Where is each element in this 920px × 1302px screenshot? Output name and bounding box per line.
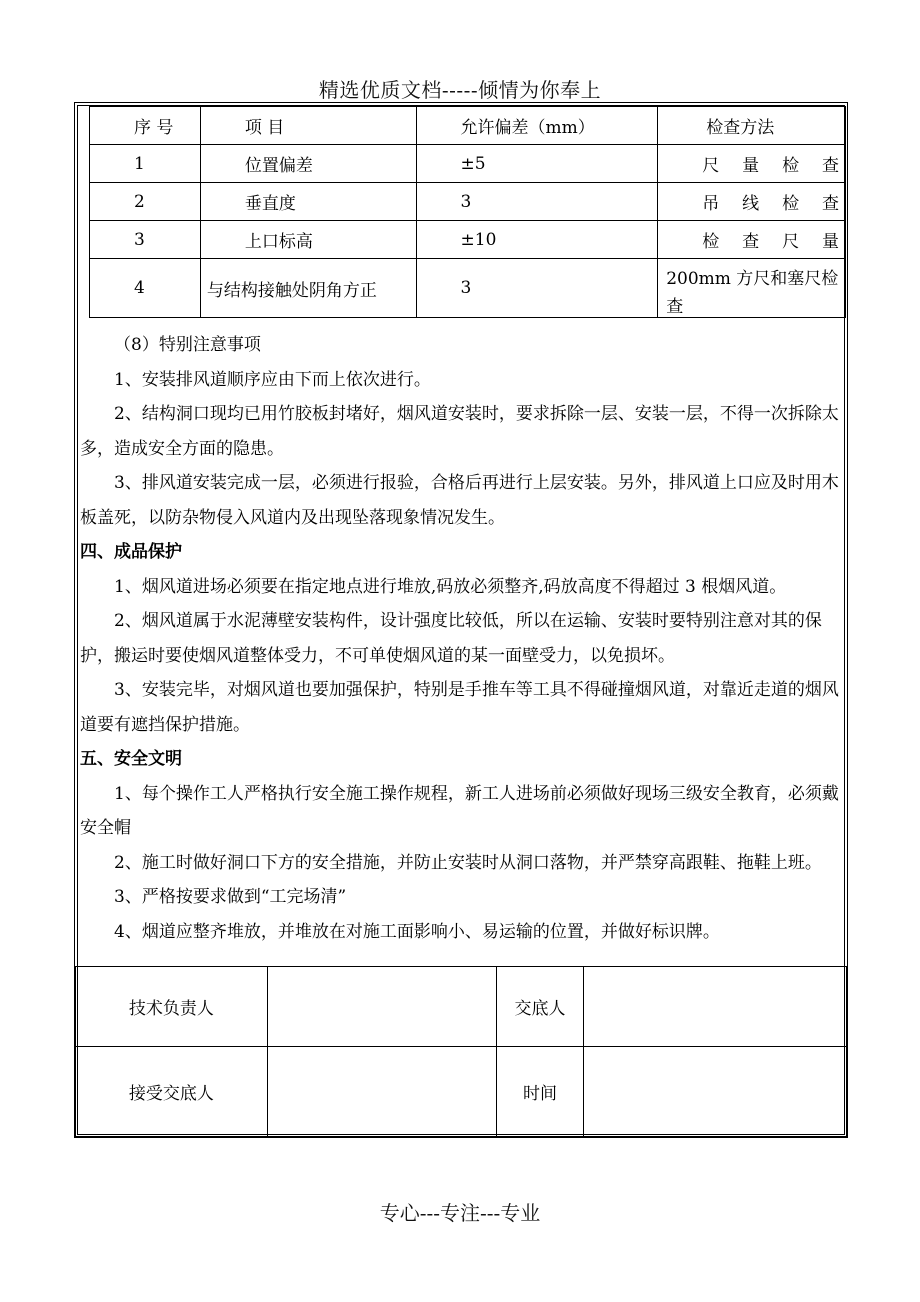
row-no: 2 — [90, 183, 201, 221]
table-row — [90, 259, 846, 318]
section-8-title: （8）特别注意事项 — [114, 335, 261, 355]
paragraph: 3、安装完毕，对烟风道也要加强保护，特别是手推车等工具不得碰撞烟风道，对靠近走道的烟风道要有遮挡保护措施。 — [80, 680, 839, 735]
row-tolerance: 3 — [416, 259, 658, 318]
page-header: 精选优质文档-----倾情为你奉上 — [318, 78, 602, 102]
header-method: 检查方法 — [658, 107, 846, 145]
tolerance-table — [89, 106, 846, 318]
row-item: 位置偏差 — [200, 145, 416, 183]
paragraph: 1、烟风道进场必须要在指定地点进行堆放,码放必须整齐,码放高度不得超过 3 根烟风道。 — [114, 576, 787, 597]
signoff-row — [76, 1047, 847, 1137]
table-row — [90, 183, 846, 221]
receiver-field[interactable] — [267, 1047, 496, 1137]
row-method: 检 查 尺 量 — [658, 221, 846, 259]
row-item: 上口标高 — [200, 221, 416, 259]
paragraph: 2、施工时做好洞口下方的安全措施，并防止安装时从洞口落物，并严禁穿高跟鞋、拖鞋上班。 — [114, 852, 822, 873]
paragraph: 1、每个操作工人严格执行安全施工操作规程，新工人进场前必须做好现场三级安全教育，必须戴安全帽 — [80, 783, 839, 838]
document-body — [80, 328, 844, 949]
row-tolerance: ±10 — [416, 221, 658, 259]
row-tolerance: ±5 — [416, 145, 658, 183]
row-no: 4 — [90, 259, 201, 318]
paragraph: 2、烟风道属于水泥薄壁安装构件，设计强度比较低，所以在运输、安装时要特别注意对其的保护，搬运时要使烟风道整体受力，不可单使烟风道的某一面壁受力，以免损坏。 — [80, 611, 822, 666]
table-row — [90, 145, 846, 183]
paragraph: 2、结构洞口现均已用竹胶板封堵好，烟风道安装时，要求拆除一层、安装一层，不得一次拆除太多，造成安全方面的隐患。 — [80, 404, 839, 459]
header-tolerance: 允许偏差（mm） — [416, 107, 658, 145]
section-4-heading: 四、成品保护 — [80, 542, 182, 562]
discloser-field[interactable] — [583, 967, 846, 1047]
row-method: 200mm 方尺和塞尺检查 — [666, 269, 839, 317]
time-field[interactable] — [583, 1047, 846, 1137]
header-item: 项 目 — [200, 107, 416, 145]
signoff-row — [76, 967, 847, 1047]
row-method: 吊 线 检 查 — [658, 183, 846, 221]
paragraph: 3、严格按要求做到“工完场清” — [114, 887, 347, 907]
discloser-label: 交底人 — [497, 967, 584, 1047]
table-header-row — [90, 107, 846, 145]
section-5-heading: 五、安全文明 — [80, 749, 182, 769]
row-item: 与结构接触处阴角方正 — [200, 259, 416, 318]
row-no: 3 — [90, 221, 201, 259]
signoff-table — [75, 966, 847, 1137]
table-row — [90, 221, 846, 259]
paragraph: 4、烟道应整齐堆放，并堆放在对施工面影响小、易运输的位置，并做好标识牌。 — [114, 921, 720, 942]
row-method: 尺 量 检 查 — [658, 145, 846, 183]
row-tolerance: 3 — [416, 183, 658, 221]
row-item: 垂直度 — [200, 183, 416, 221]
row-no: 1 — [90, 145, 201, 183]
paragraph: 3、排风道安装完成一层，必须进行报验，合格后再进行上层安装。另外，排风道上口应及时用木板盖死，以防杂物侵入风道内及出现坠落现象情况发生。 — [80, 473, 839, 528]
paragraph: 1、安装排风道顺序应由下而上依次进行。 — [114, 369, 431, 390]
tech-lead-label: 技术负责人 — [76, 967, 268, 1047]
tech-lead-field[interactable] — [267, 967, 496, 1047]
receiver-label: 接受交底人 — [76, 1047, 268, 1137]
time-label: 时间 — [497, 1047, 584, 1137]
row-method-cell — [658, 259, 846, 318]
page-footer: 专心---专注---专业 — [379, 1201, 541, 1225]
header-no: 序 号 — [90, 107, 201, 145]
